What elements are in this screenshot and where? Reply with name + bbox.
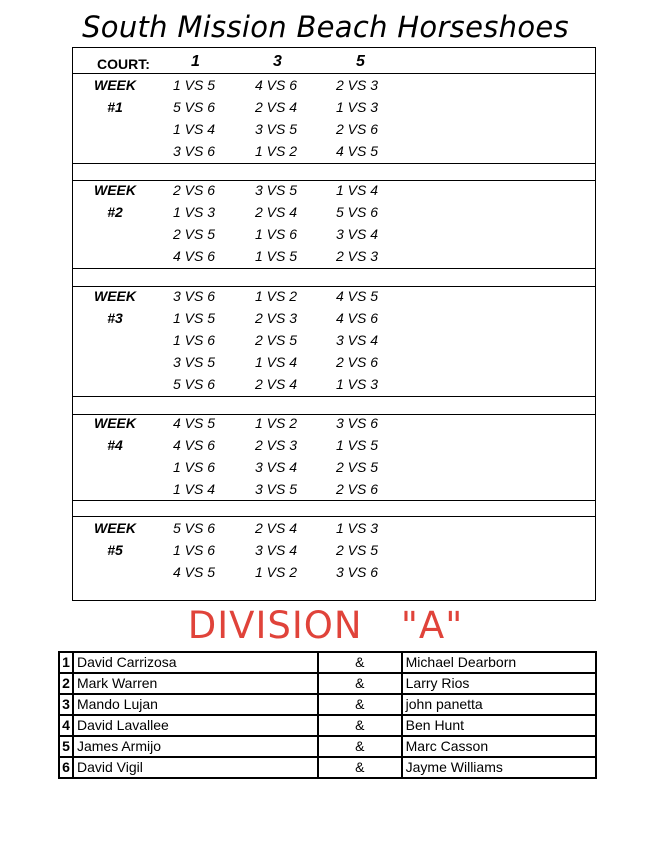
team-row	[59, 694, 596, 715]
team-row	[59, 715, 596, 736]
player-one: James Armijo	[73, 736, 318, 757]
week-number: #4	[107, 437, 123, 453]
match-cell: 1 VS 5	[173, 310, 216, 326]
court-header: 3	[273, 53, 282, 70]
divider	[73, 396, 595, 397]
match-cell: 3 VS 5	[255, 182, 298, 198]
team-number: 1	[59, 652, 73, 673]
match-cell: 1 VS 4	[173, 481, 216, 497]
match-cell: 3 VS 4	[255, 459, 298, 475]
match-cell: 1 VS 3	[336, 99, 379, 115]
divider	[73, 500, 595, 501]
match-cell: 2 VS 5	[336, 459, 379, 475]
match-cell: 4 VS 6	[173, 248, 216, 264]
match-cell: 2 VS 5	[336, 542, 379, 558]
week-number: #1	[107, 99, 123, 115]
match-cell: 1 VS 6	[173, 542, 216, 558]
team-row	[59, 652, 596, 673]
match-cell: 3 VS 5	[255, 121, 298, 137]
team-row	[59, 673, 596, 694]
match-cell: 2 VS 6	[336, 354, 379, 370]
team-number: 2	[59, 673, 73, 694]
match-cell: 1 VS 3	[336, 376, 379, 392]
player-one: Mando Lujan	[73, 694, 318, 715]
match-cell: 5 VS 6	[173, 520, 216, 536]
schedule-table	[72, 47, 596, 601]
match-cell: 2 VS 3	[255, 437, 298, 453]
team-number: 4	[59, 715, 73, 736]
match-cell: 1 VS 4	[255, 354, 298, 370]
match-cell: 1 VS 2	[255, 288, 298, 304]
match-cell: 3 VS 4	[336, 226, 379, 242]
match-cell: 3 VS 6	[336, 415, 379, 431]
divider	[73, 180, 595, 181]
ampersand: &	[318, 736, 402, 757]
match-cell: 2 VS 6	[336, 121, 379, 137]
match-cell: 2 VS 4	[255, 376, 298, 392]
week-label: WEEK	[94, 182, 136, 198]
match-cell: 3 VS 4	[336, 332, 379, 348]
match-cell: 1 VS 6	[173, 332, 216, 348]
player-two: Michael Dearborn	[402, 652, 596, 673]
match-cell: 1 VS 4	[173, 121, 216, 137]
match-cell: 4 VS 5	[336, 143, 379, 159]
team-number: 6	[59, 757, 73, 778]
match-cell: 5 VS 6	[173, 376, 216, 392]
match-cell: 3 VS 6	[336, 564, 379, 580]
week-label: WEEK	[94, 520, 136, 536]
match-cell: 2 VS 6	[336, 481, 379, 497]
match-cell: 4 VS 6	[255, 77, 298, 93]
week-number: #3	[107, 310, 123, 326]
match-cell: 2 VS 5	[255, 332, 298, 348]
match-cell: 3 VS 4	[255, 542, 298, 558]
match-cell: 5 VS 6	[336, 204, 379, 220]
match-cell: 2 VS 3	[336, 77, 379, 93]
divider	[73, 73, 595, 74]
player-one: David Vigil	[73, 757, 318, 778]
match-cell: 1 VS 4	[336, 182, 379, 198]
team-number: 5	[59, 736, 73, 757]
player-one: David Lavallee	[73, 715, 318, 736]
divider	[73, 268, 595, 269]
match-cell: 1 VS 5	[336, 437, 379, 453]
divider	[73, 286, 595, 287]
match-cell: 1 VS 3	[173, 204, 216, 220]
ampersand: &	[318, 757, 402, 778]
match-cell: 4 VS 5	[336, 288, 379, 304]
match-cell: 1 VS 5	[255, 248, 298, 264]
week-number: #5	[107, 542, 123, 558]
match-cell: 1 VS 5	[173, 77, 216, 93]
match-cell: 1 VS 3	[336, 520, 379, 536]
match-cell: 3 VS 6	[173, 143, 216, 159]
player-one: David Carrizosa	[73, 652, 318, 673]
divider	[73, 414, 595, 415]
player-two: Ben Hunt	[402, 715, 596, 736]
match-cell: 2 VS 4	[255, 204, 298, 220]
match-cell: 4 VS 6	[173, 437, 216, 453]
player-one: Mark Warren	[73, 673, 318, 694]
match-cell: 4 VS 5	[173, 415, 216, 431]
match-cell: 4 VS 6	[336, 310, 379, 326]
match-cell: 2 VS 5	[173, 226, 216, 242]
match-cell: 1 VS 6	[255, 226, 298, 242]
match-cell: 1 VS 6	[173, 459, 216, 475]
ampersand: &	[318, 673, 402, 694]
ampersand: &	[318, 694, 402, 715]
week-label: WEEK	[94, 77, 136, 93]
match-cell: 1 VS 2	[255, 564, 298, 580]
match-cell: 3 VS 5	[255, 481, 298, 497]
player-two: Marc Casson	[402, 736, 596, 757]
divider	[73, 163, 595, 164]
match-cell: 1 VS 2	[255, 143, 298, 159]
player-two: Jayme Williams	[402, 757, 596, 778]
match-cell: 3 VS 5	[173, 354, 216, 370]
week-number: #2	[107, 204, 123, 220]
match-cell: 5 VS 6	[173, 99, 216, 115]
page-title: South Mission Beach Horseshoes	[82, 10, 569, 44]
match-cell: 2 VS 6	[173, 182, 216, 198]
ampersand: &	[318, 652, 402, 673]
court-header: 5	[356, 53, 365, 70]
match-cell: 1 VS 2	[255, 415, 298, 431]
court-label: COURT:	[97, 56, 150, 72]
match-cell: 4 VS 5	[173, 564, 216, 580]
match-cell: 2 VS 3	[255, 310, 298, 326]
player-two: john panetta	[402, 694, 596, 715]
team-row	[59, 757, 596, 778]
match-cell: 3 VS 6	[173, 288, 216, 304]
ampersand: &	[318, 715, 402, 736]
divider	[73, 516, 595, 517]
team-number: 3	[59, 694, 73, 715]
week-label: WEEK	[94, 415, 136, 431]
match-cell: 2 VS 3	[336, 248, 379, 264]
teams-table	[58, 651, 597, 779]
match-cell: 2 VS 4	[255, 99, 298, 115]
division-title: DIVISION "A"	[187, 604, 464, 647]
player-two: Larry Rios	[402, 673, 596, 694]
week-label: WEEK	[94, 288, 136, 304]
match-cell: 2 VS 4	[255, 520, 298, 536]
team-row	[59, 736, 596, 757]
court-header: 1	[191, 53, 200, 70]
